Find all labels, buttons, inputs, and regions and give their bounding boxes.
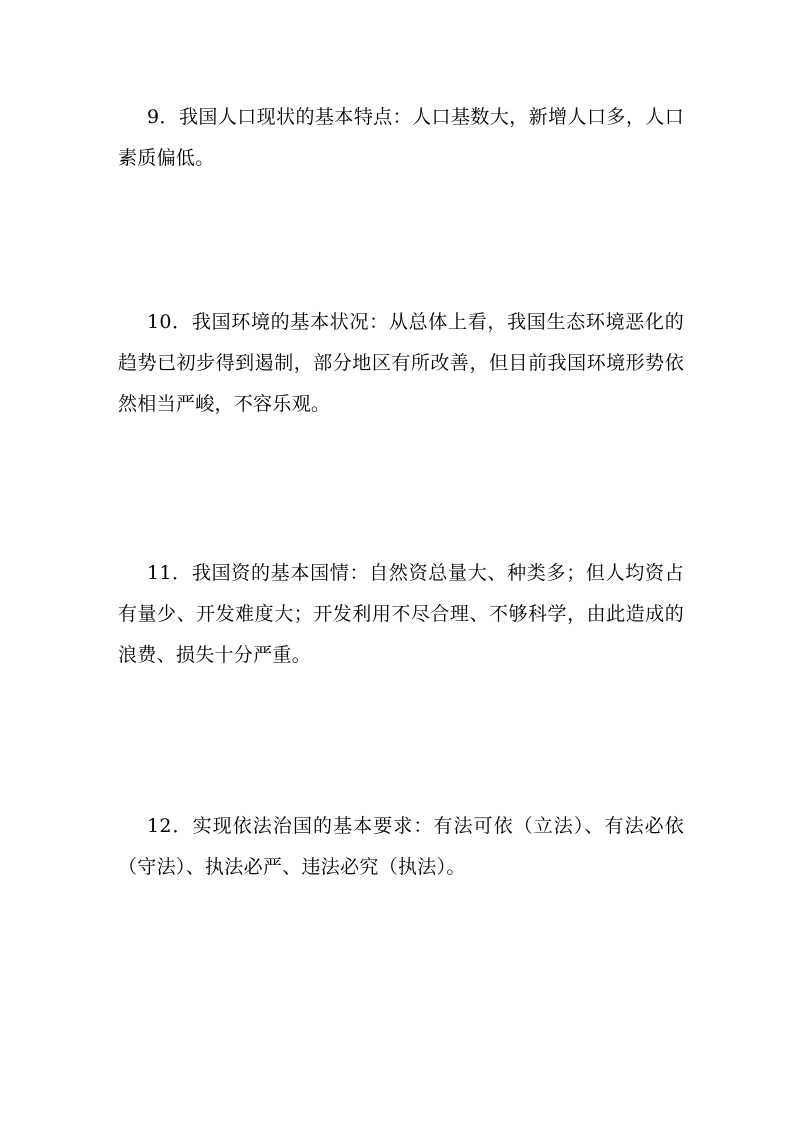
paragraph-12: 12．实现依法治国的基本要求：有法可依（立法）、有法必依（守法）、执法必严、违法必究（执法）。	[118, 815, 684, 878]
paragraph-11: 11．我国资的基本国情：自然资总量大、种类多；但人均资占有量少、开发难度大；开发利用不尽合理、不够科学，由此造成的浪费、损失十分严重。	[118, 562, 684, 666]
paragraph-9: 9．我国人口现状的基本特点：人口基数大，新增人口多，人口素质偏低。	[118, 106, 684, 169]
paragraph-10: 10．我国环境的基本状况：从总体上看，我国生态环境恶化的趋势已初步得到遏制，部分地区有所改善，但目前我国环境形势依然相当严峻，不容乐观。	[118, 311, 684, 415]
